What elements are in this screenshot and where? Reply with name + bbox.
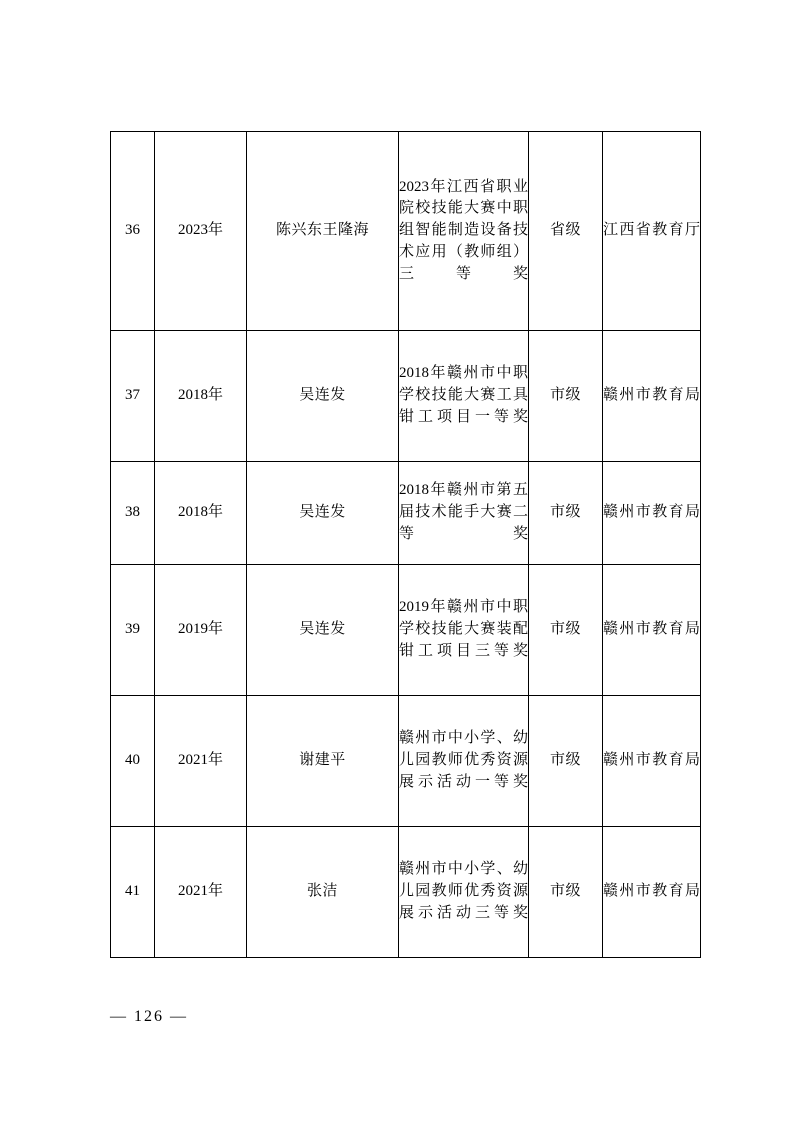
cell-level: 市级 [529, 462, 603, 565]
award-text: 2018年赣州市中职学校技能大赛工具钳工项目一等奖 [399, 365, 528, 425]
cell-award-title [399, 462, 529, 565]
org-text: 江西省教育厅 [603, 222, 700, 239]
cell-level: 省级 [529, 132, 603, 331]
cell-issuing-organization [603, 132, 701, 331]
cell-name: 陈兴东王隆海 [247, 132, 399, 331]
cell-serial-number: 36 [111, 132, 155, 331]
cell-award-title [399, 331, 529, 462]
org-text: 赣州市教育局 [603, 883, 700, 900]
cell-level: 市级 [529, 331, 603, 462]
cell-year: 2018年 [155, 462, 247, 565]
award-table-container [110, 131, 700, 958]
award-text: 2023年江西省职业院校技能大赛中职组智能制造设备技术应用（教师组）三等奖 [399, 178, 528, 282]
cell-issuing-organization [603, 696, 701, 827]
table-row [111, 696, 701, 827]
award-text: 2018年赣州市第五届技术能手大赛二等奖 [399, 482, 528, 542]
org-text: 赣州市教育局 [603, 621, 700, 638]
table-row [111, 565, 701, 696]
cell-serial-number: 39 [111, 565, 155, 696]
cell-year: 2023年 [155, 132, 247, 331]
cell-award-title [399, 696, 529, 827]
cell-year: 2019年 [155, 565, 247, 696]
cell-award-title [399, 827, 529, 958]
cell-issuing-organization [603, 827, 701, 958]
cell-name: 张洁 [247, 827, 399, 958]
cell-level: 市级 [529, 696, 603, 827]
cell-issuing-organization [603, 331, 701, 462]
cell-level: 市级 [529, 565, 603, 696]
cell-issuing-organization [603, 462, 701, 565]
org-text: 赣州市教育局 [603, 752, 700, 769]
cell-name: 吴连发 [247, 462, 399, 565]
cell-name: 谢建平 [247, 696, 399, 827]
cell-serial-number: 41 [111, 827, 155, 958]
cell-issuing-organization [603, 565, 701, 696]
cell-serial-number: 37 [111, 331, 155, 462]
table-row [111, 331, 701, 462]
cell-award-title [399, 132, 529, 331]
award-text: 赣州市中小学、幼儿园教师优秀资源展示活动三等奖 [399, 861, 528, 921]
table-row [111, 827, 701, 958]
table-row [111, 462, 701, 565]
cell-serial-number: 40 [111, 696, 155, 827]
cell-name: 吴连发 [247, 565, 399, 696]
cell-award-title [399, 565, 529, 696]
award-text: 2019年赣州市中职学校技能大赛装配钳工项目三等奖 [399, 599, 528, 659]
cell-year: 2021年 [155, 827, 247, 958]
cell-serial-number: 38 [111, 462, 155, 565]
award-table [110, 131, 701, 958]
org-text: 赣州市教育局 [603, 387, 700, 404]
cell-level: 市级 [529, 827, 603, 958]
cell-year: 2021年 [155, 696, 247, 827]
cell-name: 吴连发 [247, 331, 399, 462]
org-text: 赣州市教育局 [603, 504, 700, 521]
table-row [111, 132, 701, 331]
cell-year: 2018年 [155, 331, 247, 462]
page-number: — 126 — [110, 1008, 188, 1025]
award-text: 赣州市中小学、幼儿园教师优秀资源展示活动一等奖 [399, 730, 528, 790]
